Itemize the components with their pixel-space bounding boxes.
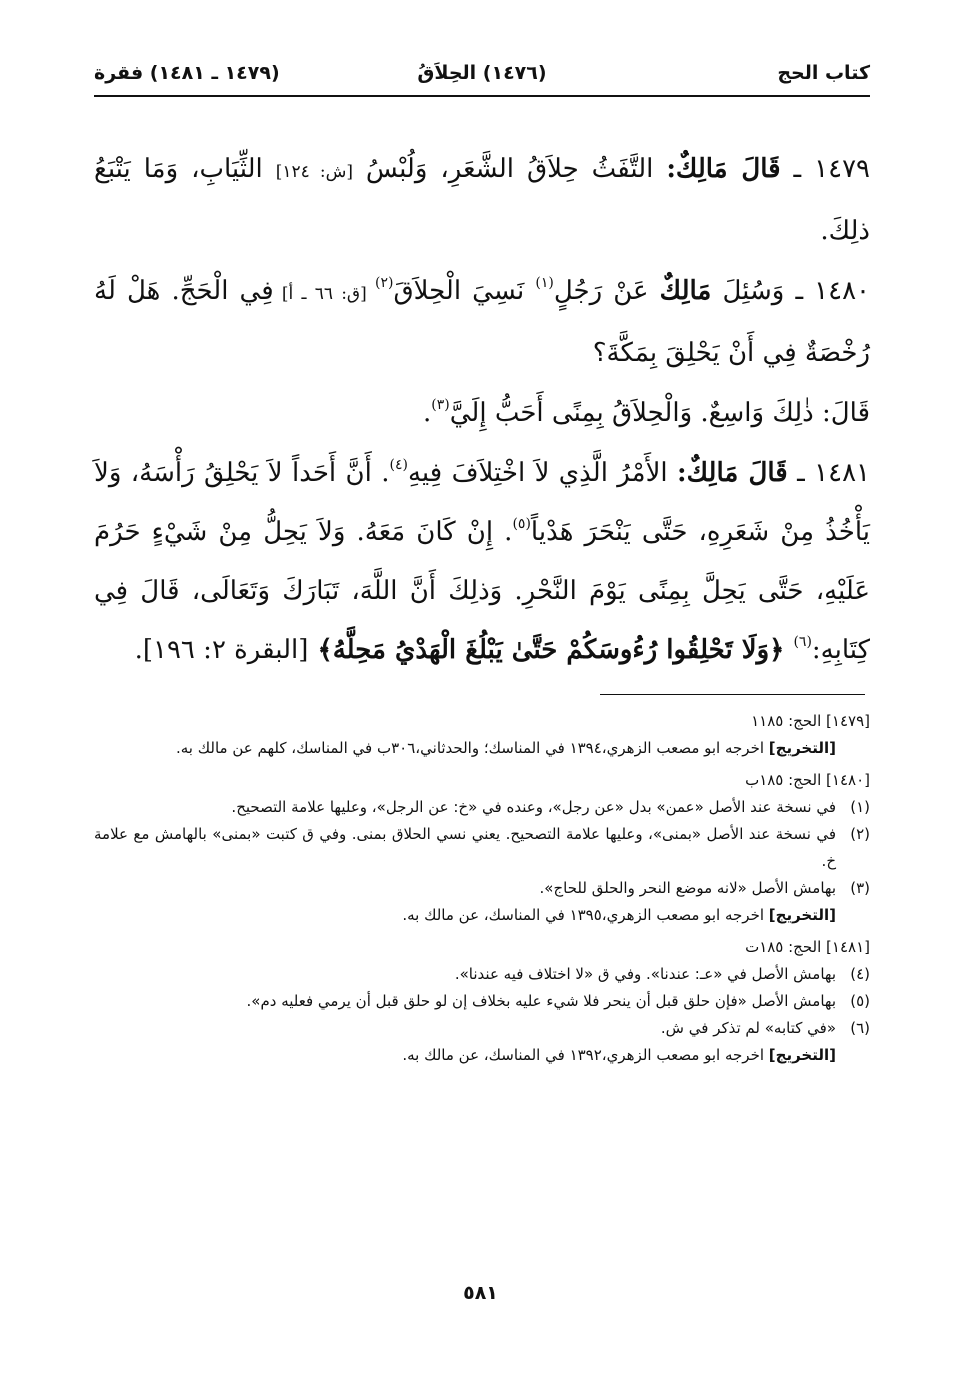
footnote-number: (٤) [850, 965, 870, 983]
footnote-marker[interactable]: (٦) [793, 634, 812, 650]
footnote-head-1479: [١٤٧٩] الحج: ١١٨٥ [751, 712, 870, 730]
text-segment: التَّفَثُ حِلاَقُ الشَّعَرِ، وَلُبْسُ [352, 154, 667, 184]
footnote-head-1480: [١٤٨٠] الحج: ١٨٥ب [745, 771, 870, 789]
text-segment: الأَمْرُ الَّذِي لاَ اخْتِلاَفَ فِيهِ [407, 458, 678, 488]
footnote-4 [94, 961, 870, 988]
footnote-marker[interactable]: (٥) [512, 516, 531, 532]
paragraph-number: ١٤٧٩ ـ [780, 154, 870, 184]
footnote-head-1481: [١٤٨١] الحج: ١٨٥ت [745, 938, 870, 956]
takhrij-1479 [94, 735, 870, 762]
footnote-text: بهامش الأصل في «عـ: عندنا». وفي ق «لا اختلاف فيه عندنا». [454, 965, 836, 983]
takhrij-label: [التخريج] [768, 1046, 836, 1064]
footnote-marker[interactable]: (٢) [374, 275, 394, 291]
main-text [94, 140, 870, 681]
takhrij-1481 [94, 1042, 870, 1069]
speaker: قَالَ مَالِكٌ: [666, 154, 781, 184]
text-segment: الثِّيَابِ، وَمَا يَتْبَعُ ذلِكَ. [94, 154, 870, 246]
quran-verse: ﴿وَلَا تَحْلِقُوا رُءُوسَكُمْ حَتَّىٰ يَبْلُغَ الْهَدْيُ مَحِلَّهُ﴾ [308, 635, 794, 665]
text-segment: فِي الْحَجِّ. هَلْ لَهُ رُخْصَةٌ فِي أَنْ يَحْلِقَ بِمَكَّةَ؟ [94, 276, 870, 368]
footnote-text: في نسخة عند الأصل «بمنى»، وعليها علامة التصحيح. يعني نسي الحلاق بمنى. وفي ق كتبت «بمنى» بالهامش مع علامة خ. [94, 825, 836, 870]
header-rule [94, 95, 870, 97]
footnote-text: في نسخة عند الأصل «عمن» بدل «عن رجل»، وعنده في «خ: عن الرجل»، وعليها علامة التصحيح. [231, 798, 836, 816]
running-header [94, 52, 870, 92]
paragraph-1480-answer [94, 384, 870, 443]
paragraph-1479 [94, 140, 870, 261]
footnote-marker[interactable]: (١) [535, 275, 554, 291]
header-chapter-title: (١٤٧٦) الحِلاَقُ [417, 62, 547, 84]
manuscript-ref: [ش: ١٢٤] [275, 162, 353, 182]
footnote-rule [600, 694, 865, 695]
footnote-marker[interactable]: (٤) [389, 457, 408, 473]
text-segment: قَالَ: ذٰلِكَ وَاسِعٌ. وَالْحِلاَقُ بِمِنًى أَحَبُّ إِلَيَّ [449, 398, 870, 428]
takhrij-label: [التخريج] [768, 906, 836, 924]
footnote-2 [94, 821, 870, 875]
text-segment: وَسُئِلَ [711, 276, 785, 306]
text-segment: نَسِيَ الْحِلاَقَ [393, 276, 536, 306]
footnote-number: (٣) [850, 879, 870, 897]
footnote-text: «في كتابه» لم تذكر في ش. [660, 1019, 836, 1037]
footnote-number: (٦) [850, 1019, 870, 1037]
header-paragraph-range: (١٤٧٩ ـ ١٤٨١) فقرة [94, 62, 280, 84]
footnote-text: بهامش الأصل «لانه موضع النحر والحلق للحاج». [539, 879, 836, 897]
paragraph-number: ١٤٨١ ـ [787, 458, 870, 488]
takhrij-text: اخرجه ابو مصعب الزهري،١٣٩٤ في المناسك؛ والحدثاني،٣٠٦ب في المناسك، كلهم عن مالك به. [175, 739, 769, 757]
footnote-text: بهامش الأصل «فإن حلق قبل أن ينحر فلا شيء عليه بخلاف إن لو حلق قبل أن يرمي فعليه دم». [246, 992, 836, 1010]
footnote-marker[interactable]: (٣) [431, 397, 450, 413]
footnote-number: (١) [850, 798, 870, 816]
takhrij-label: [التخريج] [768, 739, 836, 757]
takhrij-text: اخرجه ابو مصعب الزهري،١٣٩٢ في المناسك، عن مالك به. [402, 1046, 769, 1064]
page-number: ٥٨١ [463, 1282, 498, 1304]
footnote-3 [94, 875, 870, 902]
paragraph-1480 [94, 262, 870, 383]
speaker: مَالِكٌ [659, 276, 712, 306]
verse-citation: [البقرة ٢: ١٩٦]. [134, 635, 309, 665]
text-segment: . أَنَّ أَحَداً لاَ يَحْلِقُ رَأْسَهُ، وَلاَ يَأْخُذُ مِنْ شَعَرِهِ، حَتَّى يَنْحَرَ هَدْياً [94, 458, 870, 547]
text-segment: . إِنْ كَانَ مَعَهُ. وَلاَ يَحِلُّ مِنْ شَيْءٍ حَرُمَ عَلَيْهِ، حَتَّى يَحِلَّ بِمِنًى يَوْمَ النَّحْرِ. وَذلِكَ أَنَّ اللَّهَ، تَبَارَكَ وَتَعَالَى، قَالَ فِي كِتَابِهِ: [94, 517, 870, 665]
manuscript-ref: [ق: ٦٦ ـ أ] [273, 284, 375, 304]
footnote-number: (٢) [850, 825, 870, 843]
text-segment: . [423, 398, 432, 428]
footnote-number: (٥) [850, 992, 870, 1010]
takhrij-text: اخرجه ابو مصعب الزهري،١٣٩٥ في المناسك، عن مالك به. [402, 906, 769, 924]
footnotes [94, 708, 870, 1069]
takhrij-1480 [94, 902, 870, 929]
header-book-title: كتاب الحج [777, 62, 870, 84]
paragraph-1481 [94, 444, 870, 680]
text-segment: عَنْ رَجُلٍ [553, 276, 660, 306]
footnote-1 [94, 794, 870, 821]
footnote-5 [94, 988, 870, 1015]
footnote-6 [94, 1015, 870, 1042]
paragraph-number: ١٤٨٠ ـ [784, 276, 871, 306]
speaker: قَالَ مَالِكٌ: [677, 458, 788, 488]
